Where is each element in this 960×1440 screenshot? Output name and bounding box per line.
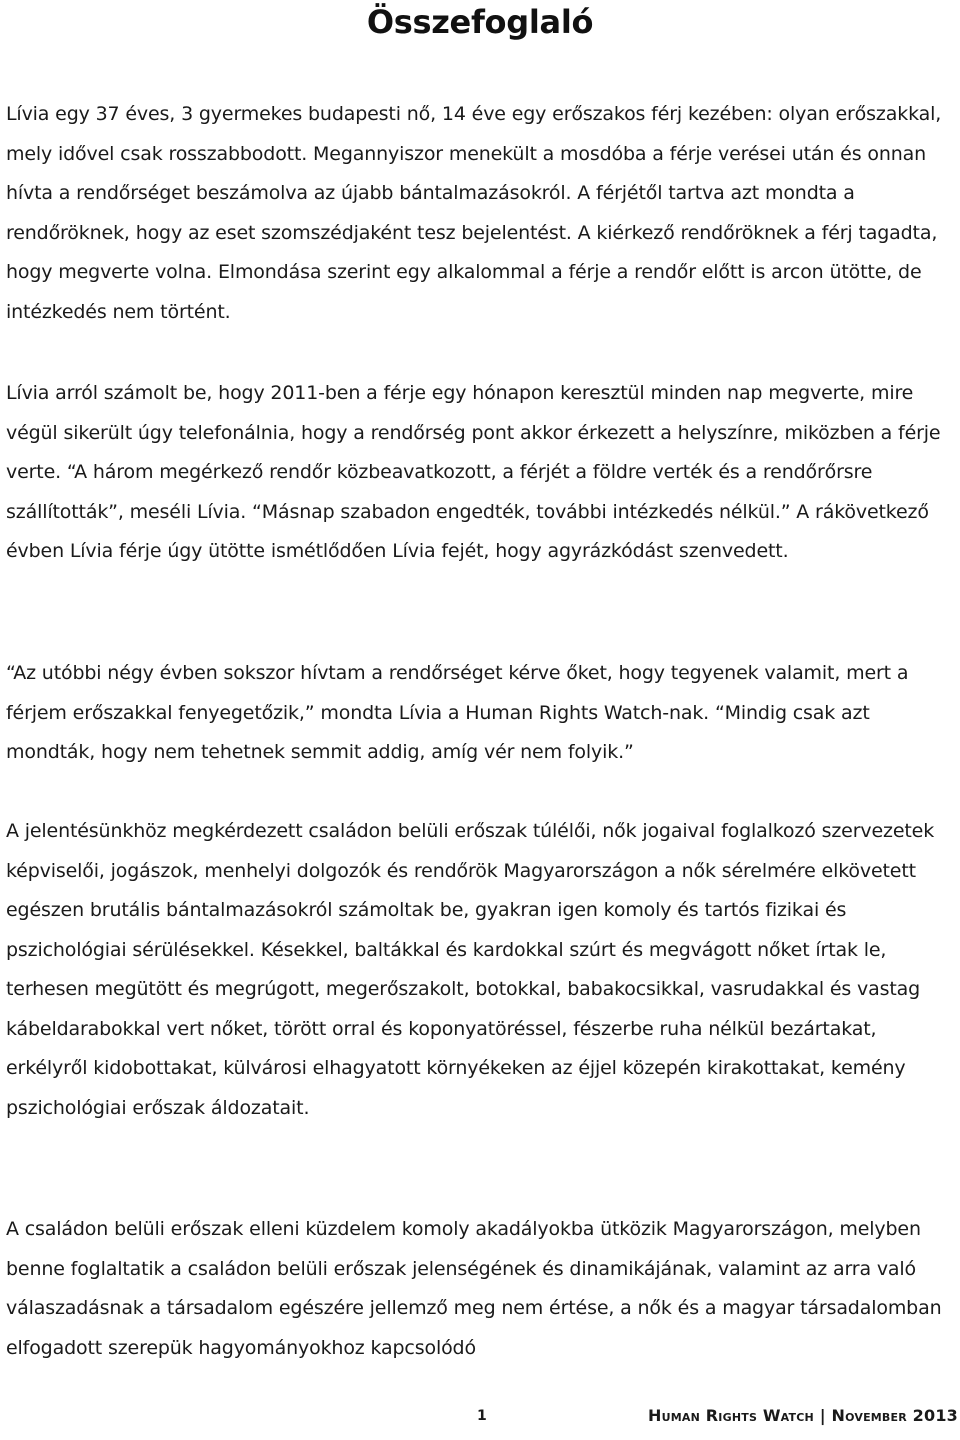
paragraph-2: Lívia arról számolt be, hogy 2011-ben a férje egy hónapon keresztül minden nap megverte, mire végül sikerült úgy telefonálnia, hogy a rendőrség pont akkor érkezett a helyszínre, miközben a férje verte. “A három megérkező rendőr közbeavatkozott, a férjét a földre verték és a rendőrőrsre szállították”, meséli Lívia. “Másnap szabadon engedték, további intézkedés nélkül.” A rákövetkező évben Lívia férje úgy ütötte ismétlődően Lívia fejét, hogy agyrázkódást szenvedett. [6,382,941,562]
page-footer [0,1402,960,1432]
page-title: Összefoglaló [366,3,594,41]
publisher-line: Human Rights Watch | November 2013 [648,1406,958,1425]
paragraph-3: “Az utóbbi négy évben sokszor hívtam a rendőrséget kérve őket, hogy tegyenek valamit, mert a férjem erőszakkal fenyegetőzik,” mondta Lívia a Human Rights Watch-nak. “Mindig csak azt mondták, hogy nem tehetnek semmit addig, amíg vér nem folyik.” [6,662,909,763]
paragraph-4: A jelentésünkhöz megkérdezett családon belüli erőszak túlélői, nők jogaival foglalkozó szervezetek képviselői, jogászok, menhelyi dolgozók és rendőrök Magyarországon a nők sérelmére elkövetett egészen brutális bántalmazásokról számoltak be, gyakran igen komoly és tartós fizikai és pszichológiai sérülésekkel. Késekkel, baltákkal és kardokkal szúrt és megvágott nőket írtak le, terhesen megütött és megrúgott, megerőszakolt, botokkal, babakocsikkal, vasrudakkal és vastag kábeldarabokkal vert nőket, törött orral és koponyatöréssel, fészerbe ruha nélkül bezártakat, erkélyről kidobottakat, külvárosi elhagyatott környékeken az éjjel közepén kirakottakat, kemény pszichológiai erőszak áldozatait. [6,820,935,1119]
paragraph-1: Lívia egy 37 éves, 3 gyermekes budapesti nő, 14 éve egy erőszakos férj kezében: olyan erőszakkal, mely idővel csak rosszabbodott. Megannyiszor menekült a mosdóba a férje verései után és onnan hívta a rendőrséget beszámolva az újabb bántalmazásokról. A férjétől tartva azt mondta a rendőröknek, hogy az eset szomszédjaként tesz bejelentést. A kiérkező rendőröknek a férj tagadta, hogy megverte volna. Elmondása szerint egy alkalommal a férje a rendőr előtt is arcon ütötte, de intézkedés nem történt. [6,103,942,323]
paragraph-5: A családon belüli erőszak elleni küzdelem komoly akadályokba ütközik Magyarországon, melyben benne foglaltatik a családon belüli erőszak jelenségének és dinamikájának, valamint az arra való válaszadásnak a társadalom egészére jellemző meg nem értése, a nők és a magyar társadalomban elfogadott szerepük hagyományokhoz kapcsolódó [6,1218,942,1359]
page-number: 1 [477,1408,487,1424]
